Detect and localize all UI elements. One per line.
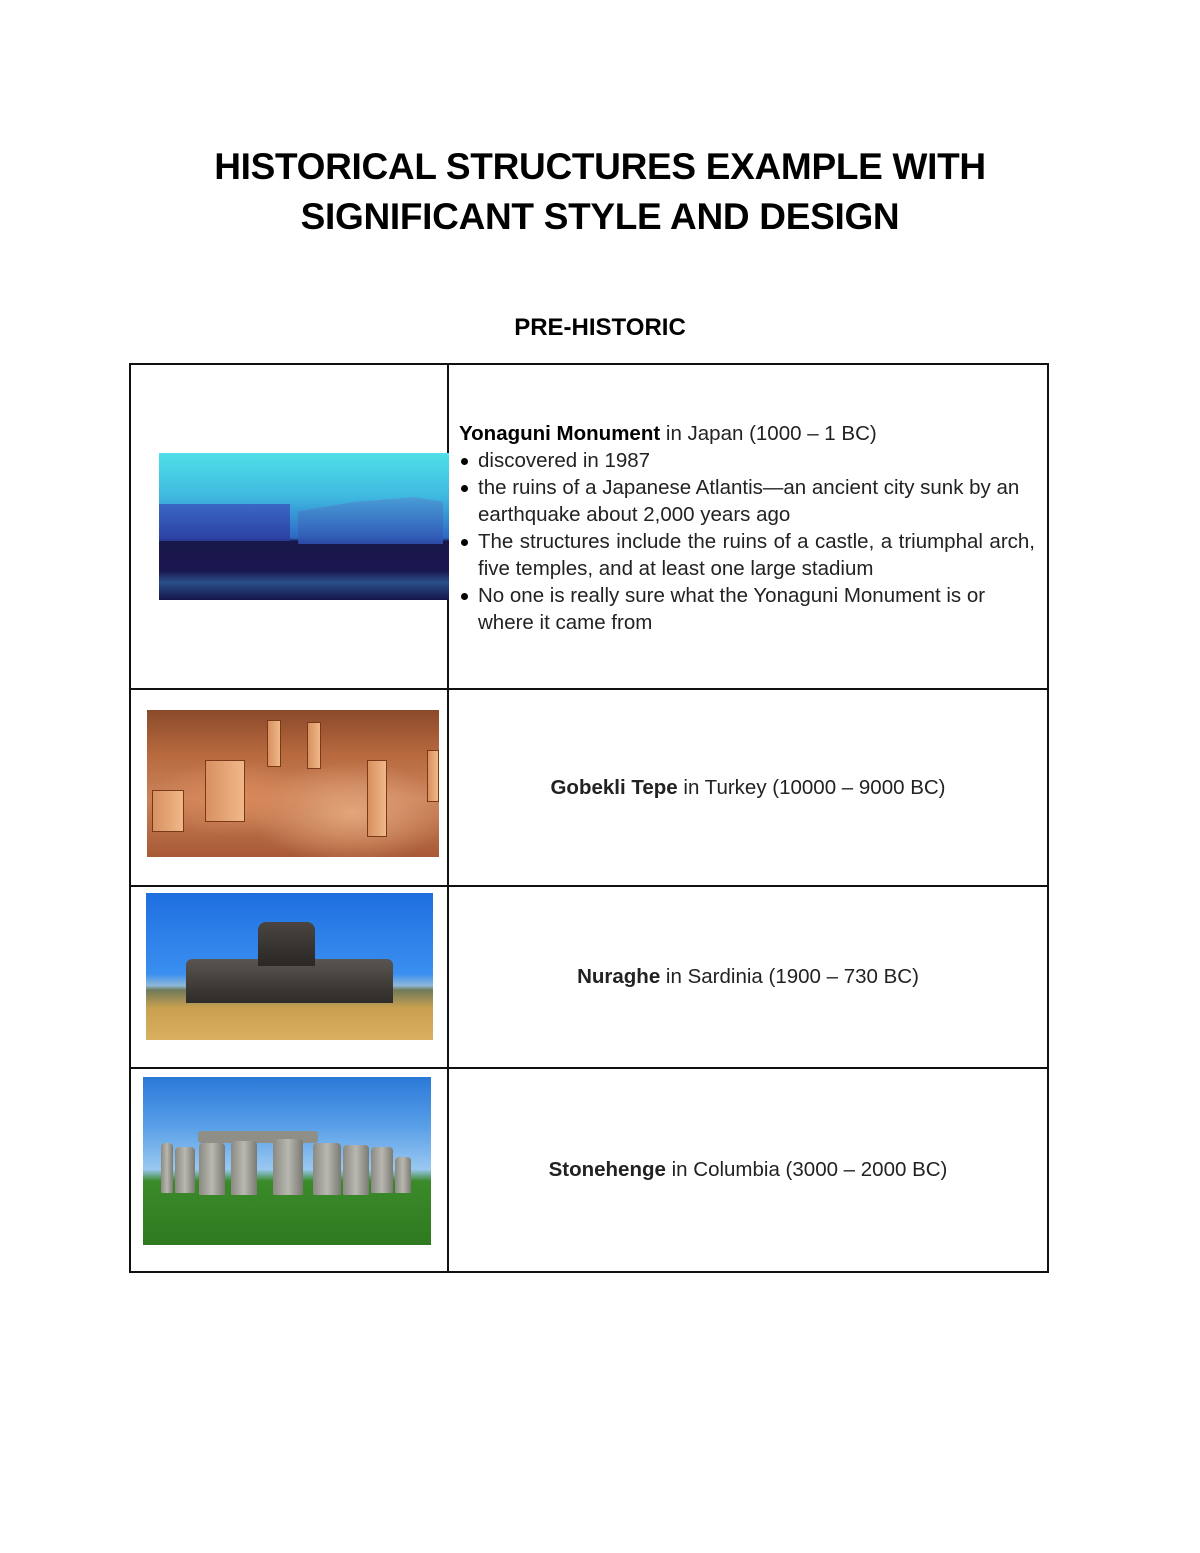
nuraghe-photo bbox=[146, 893, 433, 1040]
title-line-1: HISTORICAL STRUCTURES EXAMPLE WITH bbox=[214, 146, 986, 187]
image-cell bbox=[130, 689, 448, 886]
title-line-2: SIGNIFICANT STYLE AND DESIGN bbox=[300, 196, 900, 237]
structure-name: Gobekli Tepe bbox=[550, 775, 678, 799]
bullet-list bbox=[459, 447, 1035, 636]
table-row bbox=[130, 364, 1048, 689]
structure-detail: in Columbia (3000 – 2000 BC) bbox=[665, 1158, 948, 1181]
description-cell bbox=[448, 886, 1048, 1068]
structure-name: Yonaguni Monument bbox=[459, 421, 661, 445]
table-row bbox=[130, 1068, 1048, 1272]
stonehenge-photo bbox=[143, 1077, 431, 1245]
image-cell bbox=[130, 364, 448, 689]
description-cell bbox=[448, 1068, 1048, 1272]
yonaguni-photo bbox=[159, 453, 449, 600]
description-cell bbox=[448, 689, 1048, 886]
structure-name: Stonehenge bbox=[548, 1158, 666, 1181]
structure-detail: in Japan (1000 – 1 BC) bbox=[660, 421, 877, 445]
description-cell bbox=[448, 364, 1048, 689]
image-cell bbox=[130, 1068, 448, 1272]
structure-detail: in Turkey (10000 – 9000 BC) bbox=[677, 775, 946, 799]
structures-table bbox=[129, 363, 1049, 1273]
structure-detail: in Sardinia (1900 – 730 BC) bbox=[660, 965, 919, 988]
image-cell bbox=[130, 886, 448, 1068]
gobekli-tepe-photo bbox=[147, 710, 439, 857]
structure-name: Nuraghe bbox=[577, 965, 661, 988]
document-title bbox=[0, 142, 1200, 242]
table-row bbox=[130, 689, 1048, 886]
table-row bbox=[130, 886, 1048, 1068]
list-item: discovered in 1987 bbox=[459, 447, 1035, 474]
list-item: No one is really sure what the Yonaguni Monument is or where it came from bbox=[459, 582, 1035, 636]
structure-heading bbox=[459, 420, 879, 447]
section-heading: PRE-HISTORIC bbox=[514, 314, 686, 341]
list-item: The structures include the ruins of a castle, a triumphal arch, five temples, and at least one large stadium bbox=[459, 528, 1035, 582]
list-item: the ruins of a Japanese Atlantis—an ancient city sunk by an earthquake about 2,000 years ago bbox=[459, 474, 1035, 528]
